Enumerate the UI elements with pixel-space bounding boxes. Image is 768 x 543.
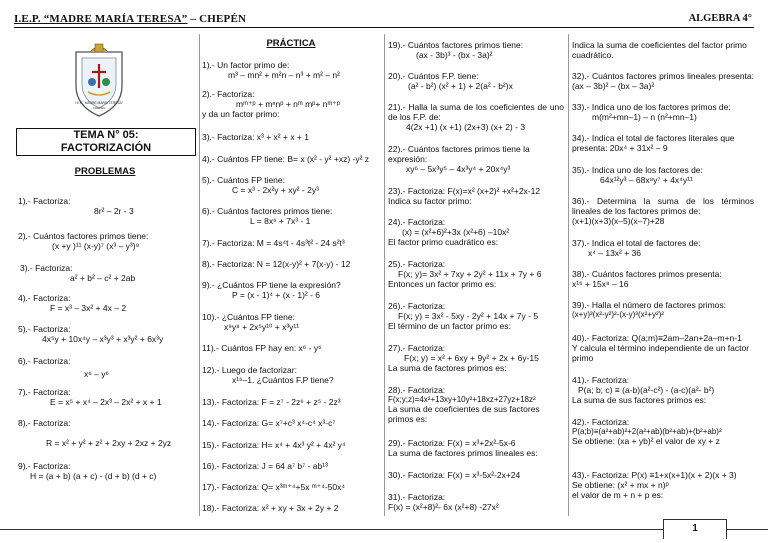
school-crest-logo xyxy=(68,42,130,120)
exercise-item: 35).- Indica uno de los factores de: 64x¹²y³ – 68x⁸y⁷ + 4x⁴y¹¹ xyxy=(572,165,703,186)
practice-item: 4).- Cuántos FP tiene: B= x (x² - y² +xz) -y² z xyxy=(202,154,370,164)
practice-item: 7).- Factoriza: M = 4s⁴t - 4s³t² - 24 s²t³ xyxy=(202,238,345,248)
exercise-item: 28).- Factoriza: F(x;y;z)=4x²+13xy+10y²+18xz+27yz+18z² La suma de coeficientes de sus factores primos es: xyxy=(388,385,540,425)
exercise-item: 25).- Factoriza: F(x; y)= 3x² + 7xy + 2y² + 11x + 7y + 6 Entonces un factor primo es: xyxy=(388,259,542,290)
practice-item: 8).- Factoriza: N = 12(x-y)² + 7(x-y) - 12 xyxy=(202,259,351,269)
exercise-item: Indica la suma de coeficientes del factor primo cuadrático. xyxy=(572,40,747,61)
problem-item: 3).- Factoriza: a² + b² – c² + 2ab xyxy=(20,263,136,284)
exercise-item: 27).- Factoriza: F(x; y) = x² + 6xy + 9y² + 2x + 6y-15 La suma de factores primos es: xyxy=(388,343,539,374)
exercise-item: 26).- Factoriza: F(x; y) = 3x² - 5xy - 2y² + 14x + 7y - 5 El término de un factor primo es: xyxy=(388,301,539,332)
topic-name: FACTORIZACIÓN xyxy=(60,141,152,154)
exercise-item: 40).- Factoriza: Q(a;m)≡2am–2an+2a–m+n-1 Y calcula el término independiente de un factor primo xyxy=(572,333,750,364)
practice-item: 12).- Luego de factorizar: x¹⁶–1. ¿Cuántos F.P tiene? xyxy=(202,365,334,386)
exercise-item: 36).- Determina la suma de los términos lineales de los factores primos de: (x+1)(x+3)(x–5)(x–7)+28 xyxy=(572,196,754,227)
problem-item: 8).- Factoriza: R = x² + y² + z² + 2xy + 2xz + 2yz xyxy=(18,418,172,449)
problem-item: 9).- Factoriza: H = (a + b) (a + c) - (d + b) (d + c) xyxy=(18,461,157,482)
exercise-item: 33).- Indica uno de los factores primos de: m(m²+mn–1) – n (n²+mn–1) xyxy=(572,102,731,123)
practice-item: 9).- ¿Cuántos FP tiene la expresión? P = (x - 1)⁴ + (x - 1)² - 6 xyxy=(202,280,341,301)
exercise-item: 42).- Factoriza: P(a;b)≡(a²+ab)²+2(a²+ab)(b²+ab)+(b²+ab)² Se obtiene: (xa + yb)² el valor de xy + z xyxy=(572,417,722,447)
exercise-item: 34).- Indica el total de factores literales que presenta: 20x⁴ + 31x² – 9 xyxy=(572,133,735,154)
exercise-item: 32).- Cuántos factores primos lineales presenta: (ax – 3b)² – (bx – 3a)² xyxy=(572,71,754,92)
practice-item: 17).- Factoriza: Q= x³ᵐ⁺⁴+5x ᵐ⁺⁴-50x⁴ xyxy=(202,482,346,492)
exercise-item: 23).- Factoriza: F(x)=x² (x+2)² +x²+2x-12 Indica su factor primo: xyxy=(388,186,541,207)
topic-number: TEMA N° 05: xyxy=(73,129,139,141)
svg-text:I.E.P. "MADRE MARIA TERESA": I.E.P. "MADRE MARIA TERESA" xyxy=(74,101,124,105)
course-title: ALGEBRA 4° xyxy=(688,13,752,24)
exercise-item: 38).- Cuántos factores primos presenta: x¹⁶ + 15x⁸ – 16 xyxy=(572,269,722,290)
exercise-item: 41).- Factoriza: P(a; b; c) ≡ (a-b)(a²-c²) - (a-c)(a²- b²) La suma de sus factores primos es: xyxy=(572,375,715,406)
page-number: 1 xyxy=(663,519,727,539)
practice-item: 15).- Factoriza: H= x⁴ + 4x³ y² + 4x² y⁴ xyxy=(202,440,346,450)
exercise-item: 20).- Cuántos F.P. tiene: (a² - b²) (x² + 1) + 2(a² - b²)x xyxy=(388,71,513,92)
practice-item: 13).- Factoriza: F = z⁷ - 2z⁶ + z⁵ - 2z³ xyxy=(202,397,341,407)
topic-box xyxy=(16,128,196,156)
exercise-item: 29).- Factoriza: F(x) = x³+2x²-5x-6 La suma de factores primos lineales es: xyxy=(388,438,538,459)
page-header xyxy=(14,13,754,28)
problem-item: 7).- Factoriza: E = x⁵ + x⁴ – 2x³ – 2x² + x + 1 xyxy=(18,387,162,408)
exercise-item: 21).- Halla la suma de los coeficientes de uno de los F.P. de: 4(2x +1) (x +1) (2x+3) (x+ 2) - 3 xyxy=(388,102,564,133)
exercise-item: 43).- Factoriza: P(x) ≡1+x(x+1)(x + 2)(x + 3) Se obtiene: (x² + mx + n)ᵖ el valor de m + n + p es: xyxy=(572,470,737,501)
problem-item: 2).- Cuántos factores primos tiene: (x +y )¹¹ (x-y)⁷ (x³ – y³)⁹ xyxy=(18,231,149,252)
problemas-heading: PROBLEMAS xyxy=(74,166,136,177)
problem-item: 5).- Factoriza: 4x⁵y + 10x⁴y – x³y³ + x³y² + 6x³y xyxy=(18,324,164,345)
exercise-item: 24).- Factoriza: (x) = (x²+6)²+3x (x²+6) –10x² El factor primo cuadrático es: xyxy=(388,217,510,248)
school-name: I.E.P. “MADRE MARÍA TERESA” – CHEPÉN xyxy=(14,13,247,25)
practice-item: 2).- Factoriza: mᵐ⁺ᵖ + mⁿnᵖ + nᵐ mᵖ+ nᵐ⁺ᵖ y da un factor primo: xyxy=(202,89,341,120)
practice-item: 5).- Cuántos FP tiene: C = x³ - 2x²y + xy² - 2y³ xyxy=(202,175,319,196)
practice-item: 18).- Factoriza: x² + xy + 3x + 2y + 2 xyxy=(202,503,339,513)
exercise-item: 30).- Factoriza: F(x) = x³-5x²-2x+24 xyxy=(388,470,521,480)
practice-item: 11).- Cuántos FP hay en: x⁶ - y⁶ xyxy=(202,343,322,353)
exercise-item: 37).- Indica el total de factores de: x⁴ – 13x² + 36 xyxy=(572,238,701,259)
problem-item: 6).- Factoriza: x⁶ – y⁶ xyxy=(18,356,109,380)
svg-text:CHEPÉN: CHEPÉN xyxy=(92,106,106,110)
exercise-item: 39).- Halla el número de factores primos: (x+y)³(x²-y²)²-(x-y)³(x²+y²)² xyxy=(572,300,727,320)
footer-rule xyxy=(0,529,768,530)
practice-item: 1).- Un factor primo de: m³ – mn² + m²n – n³ + m² – n² xyxy=(202,60,340,81)
exercise-item: 19).- Cuántos factores primos tiene: (ax - 3b)³ - (bx - 3a)² xyxy=(388,40,524,61)
exercise-item: 31).- Factoriza: F(x) = (x²+8)²- 6x (x²+8) -27x² xyxy=(388,492,499,513)
practice-item: 3).- Factoriza: x³ + x² + x + 1 xyxy=(202,132,309,142)
practice-item: 16).- Factoriza: J = 64 a⁷ b⁷ - ab¹³ xyxy=(202,461,328,471)
practice-item: 6).- Cuántos factores primos tiene: L = 8x⁶ + 7x³ - 1 xyxy=(202,206,333,227)
exercise-item: 22).- Cuántos factores primos tiene la expresión: xy⁶ – 5x³y⁵ – 4x³y⁴ + 20x⁴y³ xyxy=(388,144,530,175)
problem-item: 1).- Factoriza: 8r² – 2r - 3 xyxy=(18,196,134,217)
practica-heading: PRÁCTICA xyxy=(266,38,316,49)
practice-item: 10).- ¿Cuántos FP tiene: x⁹y⁸ + 2x⁵y¹⁰ + x³y¹¹ xyxy=(202,312,300,333)
practice-item: 14).- Factoriza: G= x⁷+c³ x⁴-c⁴ x³-c⁷ xyxy=(202,418,336,428)
problem-item: 4).- Factoriza: F = x³ – 3x² + 4x – 2 xyxy=(18,293,127,314)
